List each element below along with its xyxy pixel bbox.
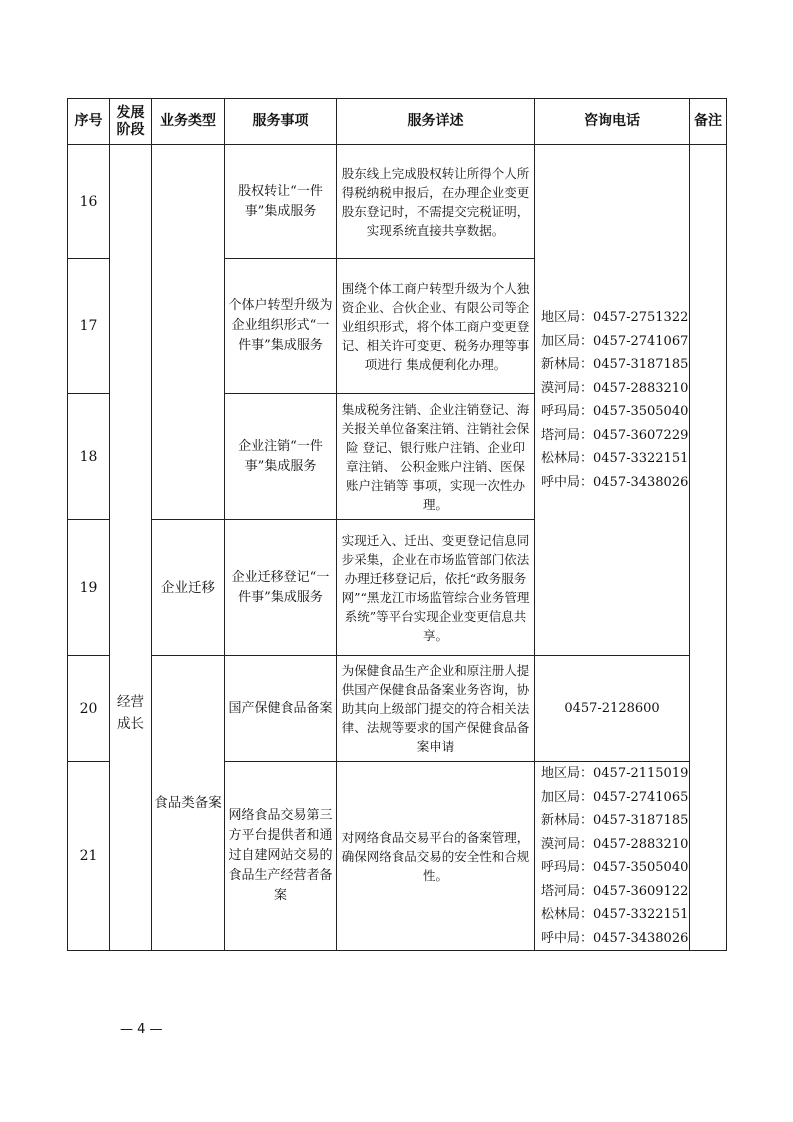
row-number: 19 bbox=[68, 520, 110, 656]
service-detail: 股东线上完成股权转让所得个人所得税纳税申报后，在办理企业变更股东登记时，不需提交完税证明，实现系统直接共享数据。 bbox=[337, 145, 535, 259]
phone-line: 呼中局：0457-3438026 bbox=[541, 474, 689, 490]
phone-line: 呼玛局：0457-3505040 bbox=[541, 404, 689, 419]
service-detail: 实现迁入、迁出、变更登记信息同步采集，企业在市场监管部门依法办理迁移登记后，依托“政务服务网”“黑龙江市场监管综合业务管理系统”等平台实现企业变更信息共享。 bbox=[337, 520, 535, 656]
service-detail: 为保健食品生产企业和原注册人提供国产保健食品备案业务咨询，协助其向上级部门提交的符合相关法律、法规等要求的国产保健食品备案申请 bbox=[337, 656, 535, 762]
service-detail: 对网络食品交易平台的备案管理，确保网络食品交易的安全性和合规性。 bbox=[337, 762, 535, 951]
phone-line: 塔河局：0457-3607229 bbox=[541, 427, 689, 443]
header-type: 业务类型 bbox=[152, 99, 225, 145]
business-type: 食品类备案 bbox=[152, 656, 225, 951]
table-row bbox=[68, 656, 727, 762]
header-seq: 序号 bbox=[68, 99, 110, 145]
header-item: 服务事项 bbox=[225, 99, 337, 145]
header-remark: 备注 bbox=[690, 99, 727, 145]
phone-line: 呼中局：0457-3438026 bbox=[541, 930, 689, 946]
header-phone: 咨询电话 bbox=[535, 99, 690, 145]
table-header-row bbox=[68, 99, 727, 145]
phone-line: 地区局：0457-2115019 bbox=[541, 766, 689, 781]
phone-line: 漠河局：0457-2883210 bbox=[541, 836, 689, 852]
phone-line: 塔河局：0457-3609122 bbox=[541, 883, 689, 899]
phone-cell-group bbox=[535, 145, 690, 656]
phone-line: 新林局：0457-3187185 bbox=[541, 813, 689, 828]
phone-line: 呼玛局：0457-3505040 bbox=[541, 860, 689, 875]
phone-line: 加区局：0457-2741067 bbox=[541, 333, 689, 349]
table-row bbox=[68, 145, 727, 259]
stage-text: 经营成长 bbox=[117, 693, 144, 732]
phone-cell-group bbox=[535, 762, 690, 951]
row-number: 20 bbox=[68, 656, 110, 762]
stage-cell bbox=[110, 145, 152, 951]
phone-line: 地区局：0457-2751322 bbox=[541, 310, 689, 325]
phone-line: 新林局：0457-3187185 bbox=[541, 357, 689, 372]
row-number: 17 bbox=[68, 259, 110, 394]
service-item: 网络食品交易第三方平台提供者和通过自建网站交易的食品生产经营者备案 bbox=[225, 762, 337, 951]
row-number: 21 bbox=[68, 762, 110, 951]
business-type: 企业迁移 bbox=[152, 520, 225, 656]
service-item: 国产保健食品备案 bbox=[225, 656, 337, 762]
service-item: 股权转让“一件事”集成服务 bbox=[225, 145, 337, 259]
service-item: 企业迁移登记“一件事”集成服务 bbox=[225, 520, 337, 656]
page-number: — 4 — bbox=[120, 1022, 163, 1037]
type-cell-empty bbox=[152, 145, 225, 520]
row-number: 16 bbox=[68, 145, 110, 259]
phone-line: 加区局：0457-2741065 bbox=[541, 789, 689, 805]
phone-line: 漠河局：0457-2883210 bbox=[541, 380, 689, 396]
header-stage: 发展阶段 bbox=[110, 99, 152, 145]
remark-cell bbox=[690, 145, 727, 951]
service-table bbox=[67, 98, 727, 951]
service-detail: 围绕个体工商户转型升级为个人独资企业、合伙企业、有限公司等企业组织形式，将个体工商户变更登记、相关许可变更、税务办理等事项进行 集成便利化办理。 bbox=[337, 259, 535, 394]
row-number: 18 bbox=[68, 394, 110, 520]
service-item: 企业注销“一件事”集成服务 bbox=[225, 394, 337, 520]
service-detail: 集成税务注销、企业注销登记、海 关报关单位备案注销、注销社会保险 登记、银行账户注销、企业印章注销、 公积金账户注销、医保账户注销等 事项，实现一次性办理。 bbox=[337, 394, 535, 520]
header-detail: 服务详述 bbox=[337, 99, 535, 145]
phone-line: 松林局：0457-3322151 bbox=[541, 907, 689, 922]
service-item: 个体户转型升级为企业组织形式“一件事”集成服务 bbox=[225, 259, 337, 394]
phone-line: 松林局：0457-3322151 bbox=[541, 451, 689, 466]
phone-cell: 0457-2128600 bbox=[535, 656, 690, 762]
